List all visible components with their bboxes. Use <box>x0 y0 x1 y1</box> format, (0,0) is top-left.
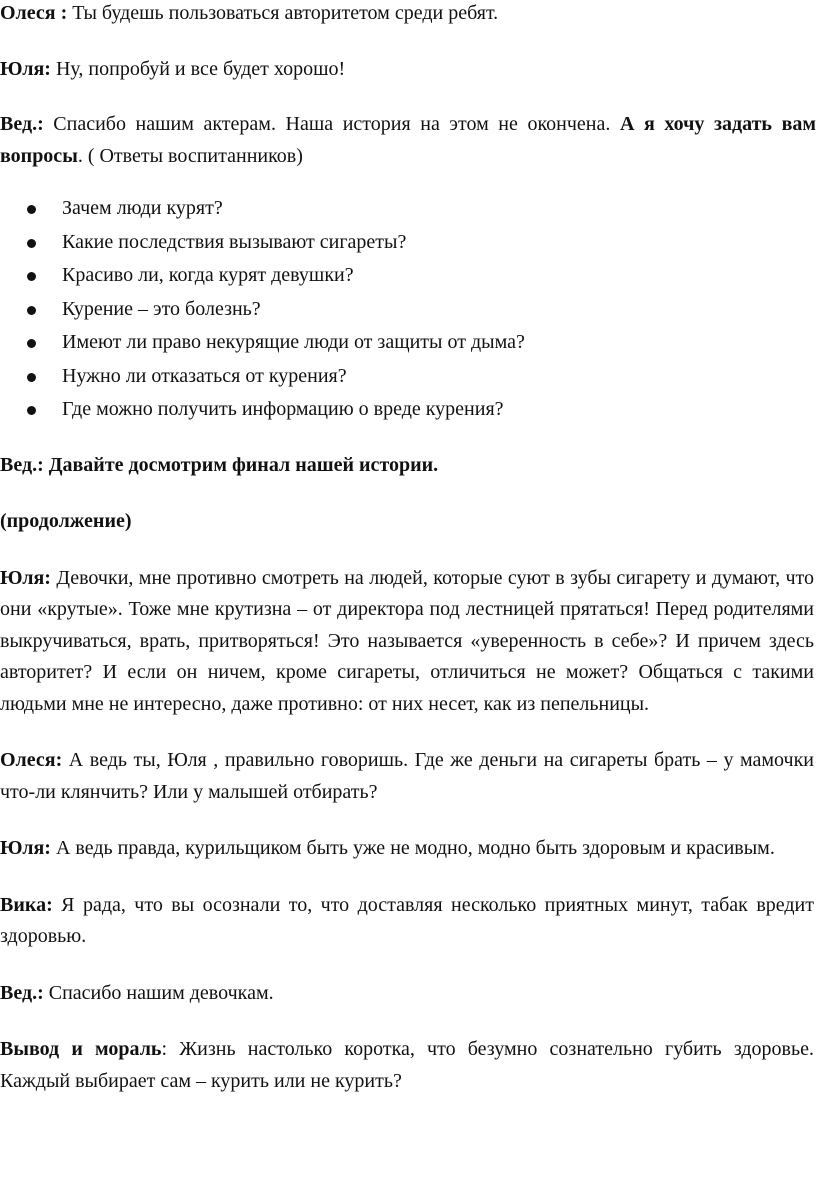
conclusion <box>0 1034 814 1097</box>
bullet-icon <box>27 306 36 315</box>
emphasis-text: Давайте досмотрим финал нашей истории. <box>48 453 439 476</box>
line-yulya-1 <box>0 54 814 86</box>
speaker-label: Олеся: <box>0 749 63 771</box>
line-olesya-1 <box>0 0 814 30</box>
speaker-label: Вика: <box>0 893 53 916</box>
line-yulya-3 <box>0 833 814 865</box>
line-text: : Жизнь настолько коротка, что безумно сознательно губить здоровье. Каждый выбирает сам – курить или не курить? <box>0 1038 815 1092</box>
bullet-icon <box>27 339 36 348</box>
section-label: (продолжение) <box>0 510 132 532</box>
line-text: Ты будешь пользоваться авторитетом среди ребят. <box>67 2 499 24</box>
line-host-1 <box>0 109 816 172</box>
bullet-icon <box>27 373 36 382</box>
speaker-label: Юля: <box>0 837 51 859</box>
list-item <box>0 192 814 226</box>
line-text: Девочки, мне противно смотреть на людей, которые суют в зубы сигарету и думают, что они «крутые». Тоже мне крутизна – от директора под лестницей прятаться! Перед родителями выкручиваться, врать, притворяться! Это называется «уверенность в себе»? И причем здесь авторитет? И если он ничем, кроме сигареты, отличиться не может? Общаться с такими людьми мне не интересно, даже противно: от них несет, как из пепельницы. <box>0 566 814 715</box>
bullet-icon <box>27 406 36 415</box>
line-host-3 <box>0 978 814 1010</box>
bullet-icon <box>27 239 36 248</box>
emphasis-text: А я хочу задать вам вопросы <box>0 113 816 167</box>
bullet-icon <box>27 205 36 214</box>
question-text: Зачем люди курят? <box>62 197 223 219</box>
list-item <box>0 393 814 427</box>
line-text: Спасибо нашим актерам. Наша история на этом не окончена. <box>43 113 620 135</box>
question-text: Какие последствия вызывают сигареты? <box>62 230 407 253</box>
question-text: Красиво ли, когда курят девушки? <box>62 264 354 286</box>
speaker-label: Вед.: <box>0 113 44 135</box>
speaker-label: Юля: <box>0 566 51 589</box>
speaker-label: Вед.: <box>0 981 44 1004</box>
list-item <box>0 259 814 293</box>
question-text: Где можно получить информацию о вреде курения? <box>62 398 504 420</box>
line-text: Спасибо нашим девочкам. <box>43 981 274 1004</box>
line-vika <box>0 890 814 953</box>
speaker-label: Вед.: <box>0 453 44 476</box>
list-item <box>0 360 814 394</box>
speaker-label: Юля: <box>0 57 51 80</box>
list-item <box>0 293 814 327</box>
line-text: А ведь ты, Юля , правильно говоришь. Где же деньги на сигареты брать – у мамочки что-ли клянчить? Или у малышей отбирать? <box>0 749 814 803</box>
continuation-heading <box>0 506 814 538</box>
line-yulya-2 <box>0 563 814 721</box>
question-text: Нужно ли отказаться от курения? <box>62 364 347 387</box>
line-text: Я рада, что вы осознали то, что доставляя несколько приятных минут, табак вредит здоровью. <box>0 893 814 947</box>
list-item <box>0 226 814 260</box>
question-text: Имеют ли право некурящие люди от защиты от дыма? <box>62 331 525 353</box>
line-tail: . ( Ответы воспитанников) <box>77 144 303 167</box>
bullet-icon <box>27 272 36 281</box>
question-text: Курение – это болезнь? <box>62 297 261 320</box>
questions-list <box>0 192 814 427</box>
line-olesya-2 <box>0 745 814 808</box>
line-host-2 <box>0 450 814 482</box>
speaker-label: Олеся : <box>0 2 68 24</box>
conclusion-label: Вывод и мораль <box>0 1038 162 1060</box>
line-text: Ну, попробуй и все будет хорошо! <box>50 57 346 80</box>
line-text: А ведь правда, курильщиком быть уже не модно, модно быть здоровым и красивым. <box>50 837 775 859</box>
list-item <box>0 326 814 360</box>
